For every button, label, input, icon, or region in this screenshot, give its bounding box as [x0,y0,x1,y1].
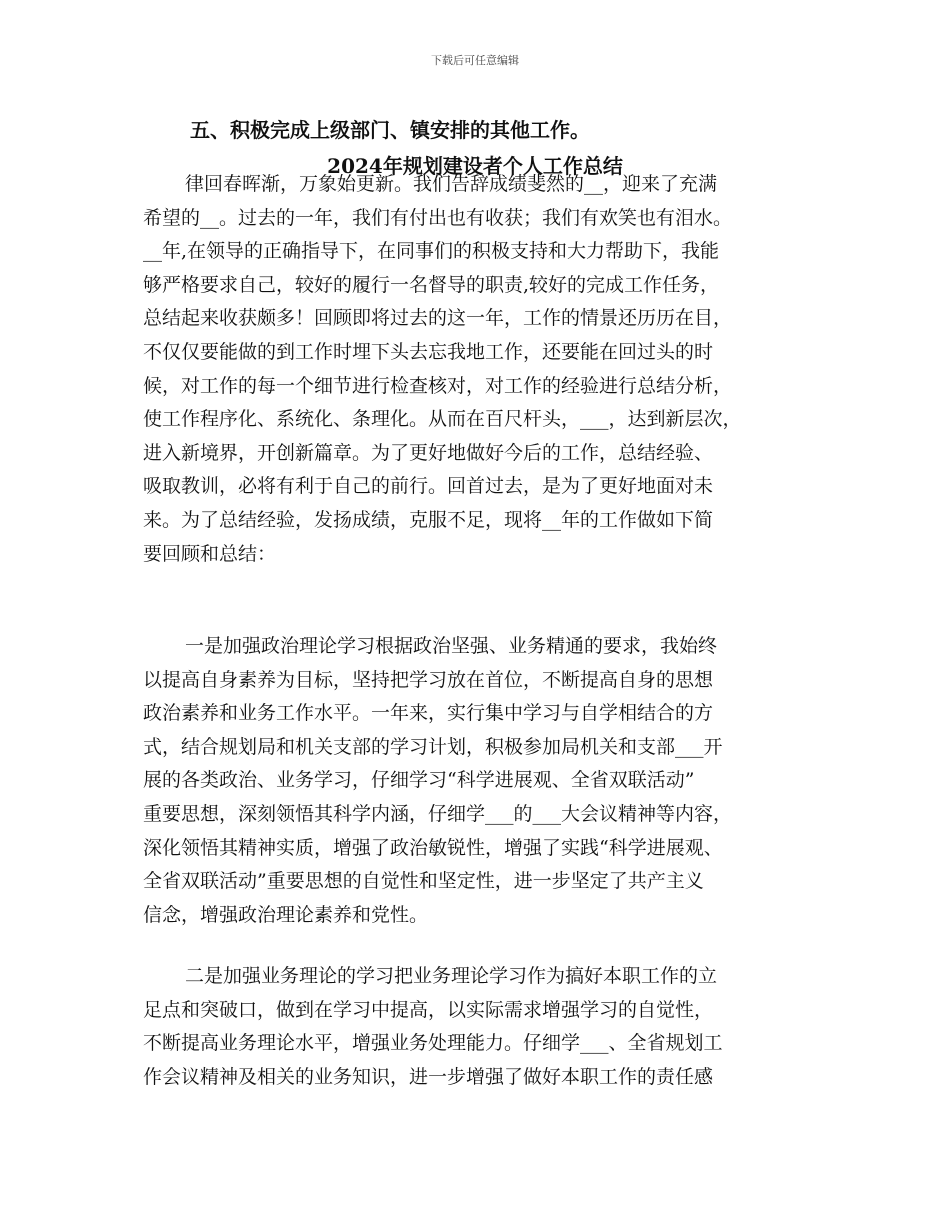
paragraph-line: 一是加强政治理论学习根据政治坚强、业务精通的要求，我始终 [185,635,718,657]
paragraph-1 [143,168,823,571]
paragraph-line: 信念，增强政治理论素养和党性。 [143,903,429,926]
paragraph-line: 使工作程序化、系统化、条理化。从而在百尺杆头，___，达到新层次， [143,408,742,431]
paragraph-line: 作会议精神及相关的业务知识，进一步增强了做好本职工作的责任感 [143,1065,714,1088]
paragraph-line: 进入新境界，开创新篇章。为了更好地做好今后的工作，总结经验、 [143,441,714,464]
paragraph-line: 二是加强业务理论的学习把业务理论学习作为搞好本职工作的立 [185,965,718,987]
page-header: 下载后可任意编辑 [431,54,519,67]
document-title: 2024年规划建设者个人工作总结 [327,154,623,178]
paragraph-line: 够严格要求自己，较好的履行一名督导的职责,较好的完成工作任务， [143,273,720,296]
paragraph-line: __年,在领导的正确指导下，在同事们的积极支持和大力帮助下，我能 [143,240,720,263]
paragraph-2 [143,630,823,932]
paragraph-line: 来。为了总结经验，发扬成绩，克服不足，现将__年的工作做如下简 [143,508,714,531]
paragraph-line: 律回春晖渐，万象始更新。我们告辞成绩斐然的__，迎来了充满 [185,173,718,195]
paragraph-line: 要回顾和总结： [143,542,277,565]
paragraph-line: 以提高自身素养为目标，坚持把学习放在首位，不断提高自身的思想 [143,668,714,691]
paragraph-line: 式，结合规划局和机关支部的学习计划，积极参加局机关和支部___开 [143,735,723,758]
paragraph-line: 不断提高业务理论水平，增强业务处理能力。仔细学___、全省规划工 [143,1032,723,1055]
paragraph-line: 总结起来收获颇多！回顾即将过去的这一年，工作的情景还历历在目， [143,307,733,330]
paragraph-line: 全省双联活动”重要思想的自觉性和坚定性，进一步坚定了共产主义 [143,870,704,893]
paragraph-line: 足点和突破口，做到在学习中提高，以实际需求增强学习的自觉性， [143,998,714,1021]
paragraph-line: 政治素养和业务工作水平。一年来，实行集中学习与自学相结合的方 [143,702,714,725]
paragraph-line: 希望的__。过去的一年，我们有付出也有收获；我们有欢笑也有泪水。 [143,206,733,229]
paragraph-line: 不仅仅要能做的到工作时埋下头去忘我地工作，还要能在回过头的时 [143,340,714,363]
section-heading: 五、积极完成上级部门、镇安排的其他工作。 [190,118,590,142]
paragraph-line: 候，对工作的每一个细节进行检查核对，对工作的经验进行总结分析， [143,374,733,397]
paragraph-line: 展的各类政治、业务学习，仔细学习“科学进展观、全省双联活动” [143,769,695,792]
paragraph-line: 重要思想，深刻领悟其科学内涵，仔细学___的___大会议精神等内容， [143,802,733,825]
paragraph-line: 深化领悟其精神实质，增强了政治敏锐性，增强了实践“科学进展观、 [143,836,723,859]
paragraph-3 [143,960,823,1094]
paragraph-line: 吸取教训，必将有利于自己的前行。回首过去，是为了更好地面对未 [143,475,714,498]
